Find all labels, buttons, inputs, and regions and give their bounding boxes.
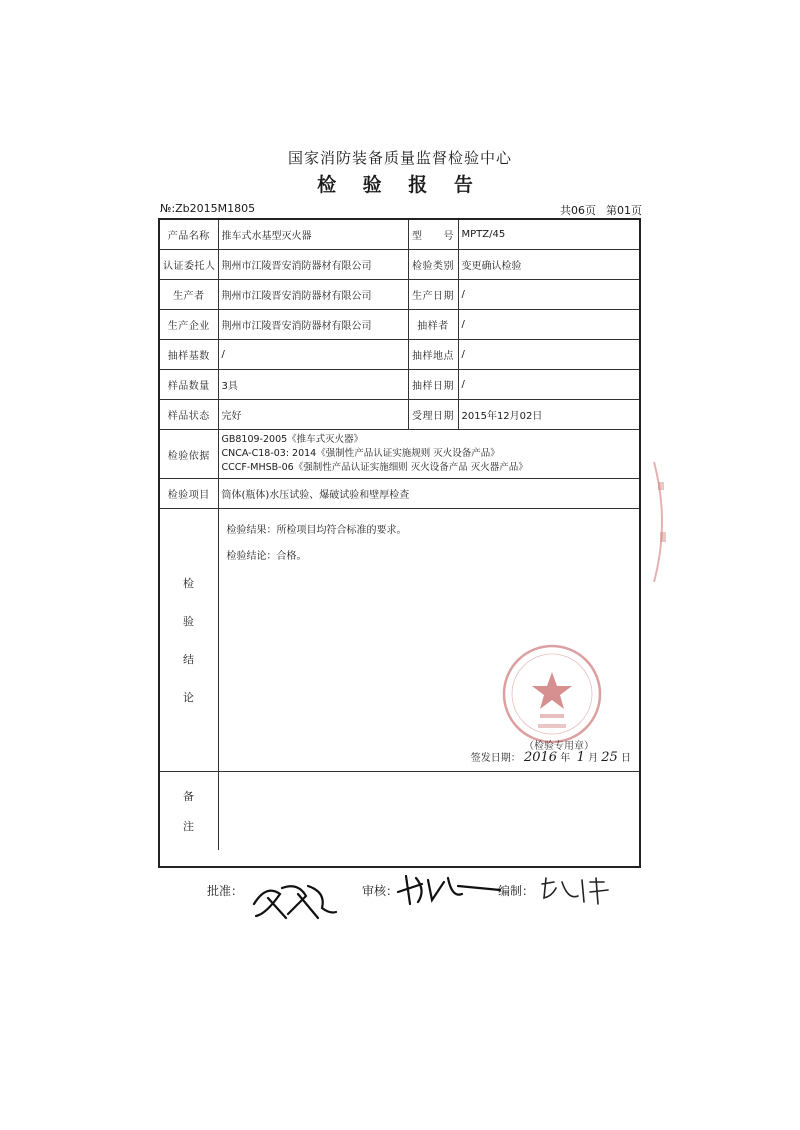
basis-line: CCCF-MHSB-06《强制性产品认证实施细则 灭火设备产品 灭火器产品》 [221, 462, 528, 473]
issue-month: 1 [576, 750, 585, 765]
conclusion-label [160, 509, 218, 772]
seal-caption: （检验专用章） [524, 741, 594, 752]
model-label: 型 号 [408, 220, 458, 250]
sample-date-label: 抽样日期 [408, 370, 458, 400]
approve-label: 批准： [207, 884, 244, 898]
sample-base-label: 抽样基数 [160, 340, 218, 370]
accept-date-value: 2015年12月02日 [458, 400, 639, 430]
production-date-label: 生产日期 [408, 280, 458, 310]
basis-value [218, 430, 639, 479]
manufacturer-value: 荆州市江陵晋安消防器材有限公司 [218, 280, 408, 310]
remark-label-char: 备 [183, 790, 195, 803]
sampler-label: 抽样者 [408, 310, 458, 340]
total-pages: 共06页 [560, 204, 596, 217]
sample-qty-value: 3具 [218, 370, 408, 400]
conclusion-label-char: 验 [183, 615, 195, 628]
report-table [158, 218, 641, 868]
client-value: 荆州市江陵晋安消防器材有限公司 [218, 250, 408, 280]
sample-qty-label: 样品数量 [160, 370, 218, 400]
month-char: 月 [588, 753, 599, 764]
issue-year: 2016 [523, 750, 558, 765]
report-title: 检 验 报 告 [317, 174, 483, 196]
sample-place-label: 抽样地点 [408, 340, 458, 370]
basis-line: CNCA-C18-03: 2014《强制性产品认证实施规则 灭火设备产品》 [221, 448, 500, 459]
report-number: №:Zb2015M1805 [160, 202, 256, 215]
sample-state-value: 完好 [218, 400, 408, 430]
remark-value [218, 772, 639, 851]
test-result-text: 检验结果：所检项目均符合标准的要求。 [226, 525, 407, 536]
sampler-value: / [458, 310, 639, 340]
reviewer-signature-icon [392, 870, 502, 910]
items-label: 检验项目 [160, 479, 218, 509]
conclusion-label-char: 检 [183, 577, 195, 590]
basis-line: GB8109-2005《推车式灭火器》 [221, 434, 364, 445]
signature-row [0, 878, 800, 928]
page-counter [550, 202, 642, 218]
accept-date-label: 受理日期 [408, 400, 458, 430]
test-type-value: 变更确认检验 [458, 250, 639, 280]
partial-seal-icon [652, 462, 672, 582]
manufacturer-label: 生产者 [160, 280, 218, 310]
conclusion-label-char: 结 [183, 653, 195, 666]
approver-signature-icon [246, 874, 341, 928]
org-name: 国家消防装备质量监督检验中心 [287, 149, 512, 167]
model-value: MPTZ/45 [458, 220, 639, 250]
product-name-label: 产品名称 [160, 220, 218, 250]
compile-label: 编制： [498, 884, 535, 898]
items-value: 筒体(瓶体)水压试验、爆破试验和壁厚检查 [218, 479, 639, 509]
test-verdict-text: 检验结论：合格。 [226, 551, 307, 562]
issue-day: 25 [601, 750, 618, 765]
conclusion-label-char: 论 [183, 691, 195, 704]
test-type-label: 检验类别 [408, 250, 458, 280]
sample-date-value: / [458, 370, 639, 400]
product-name-value: 推车式水基型灭火器 [218, 220, 408, 250]
sample-state-label: 样品状态 [160, 400, 218, 430]
sample-base-value: / [218, 340, 408, 370]
day-char: 日 [621, 753, 631, 764]
basis-label: 检验依据 [160, 430, 218, 479]
production-date-value: / [458, 280, 639, 310]
factory-value: 荆州市江陵晋安消防器材有限公司 [218, 310, 408, 340]
issue-date-label: 签发日期： [470, 753, 521, 764]
remark-label [160, 772, 218, 851]
page-number: 第01页 [606, 204, 642, 217]
client-label: 认证委托人 [160, 250, 218, 280]
year-char: 年 [560, 753, 571, 764]
compiler-signature-icon [538, 874, 628, 908]
remark-label-char: 注 [183, 820, 195, 833]
official-seal-icon [500, 642, 604, 746]
review-label: 审核： [362, 884, 399, 898]
sample-place-value: / [458, 340, 639, 370]
factory-label: 生产企业 [160, 310, 218, 340]
